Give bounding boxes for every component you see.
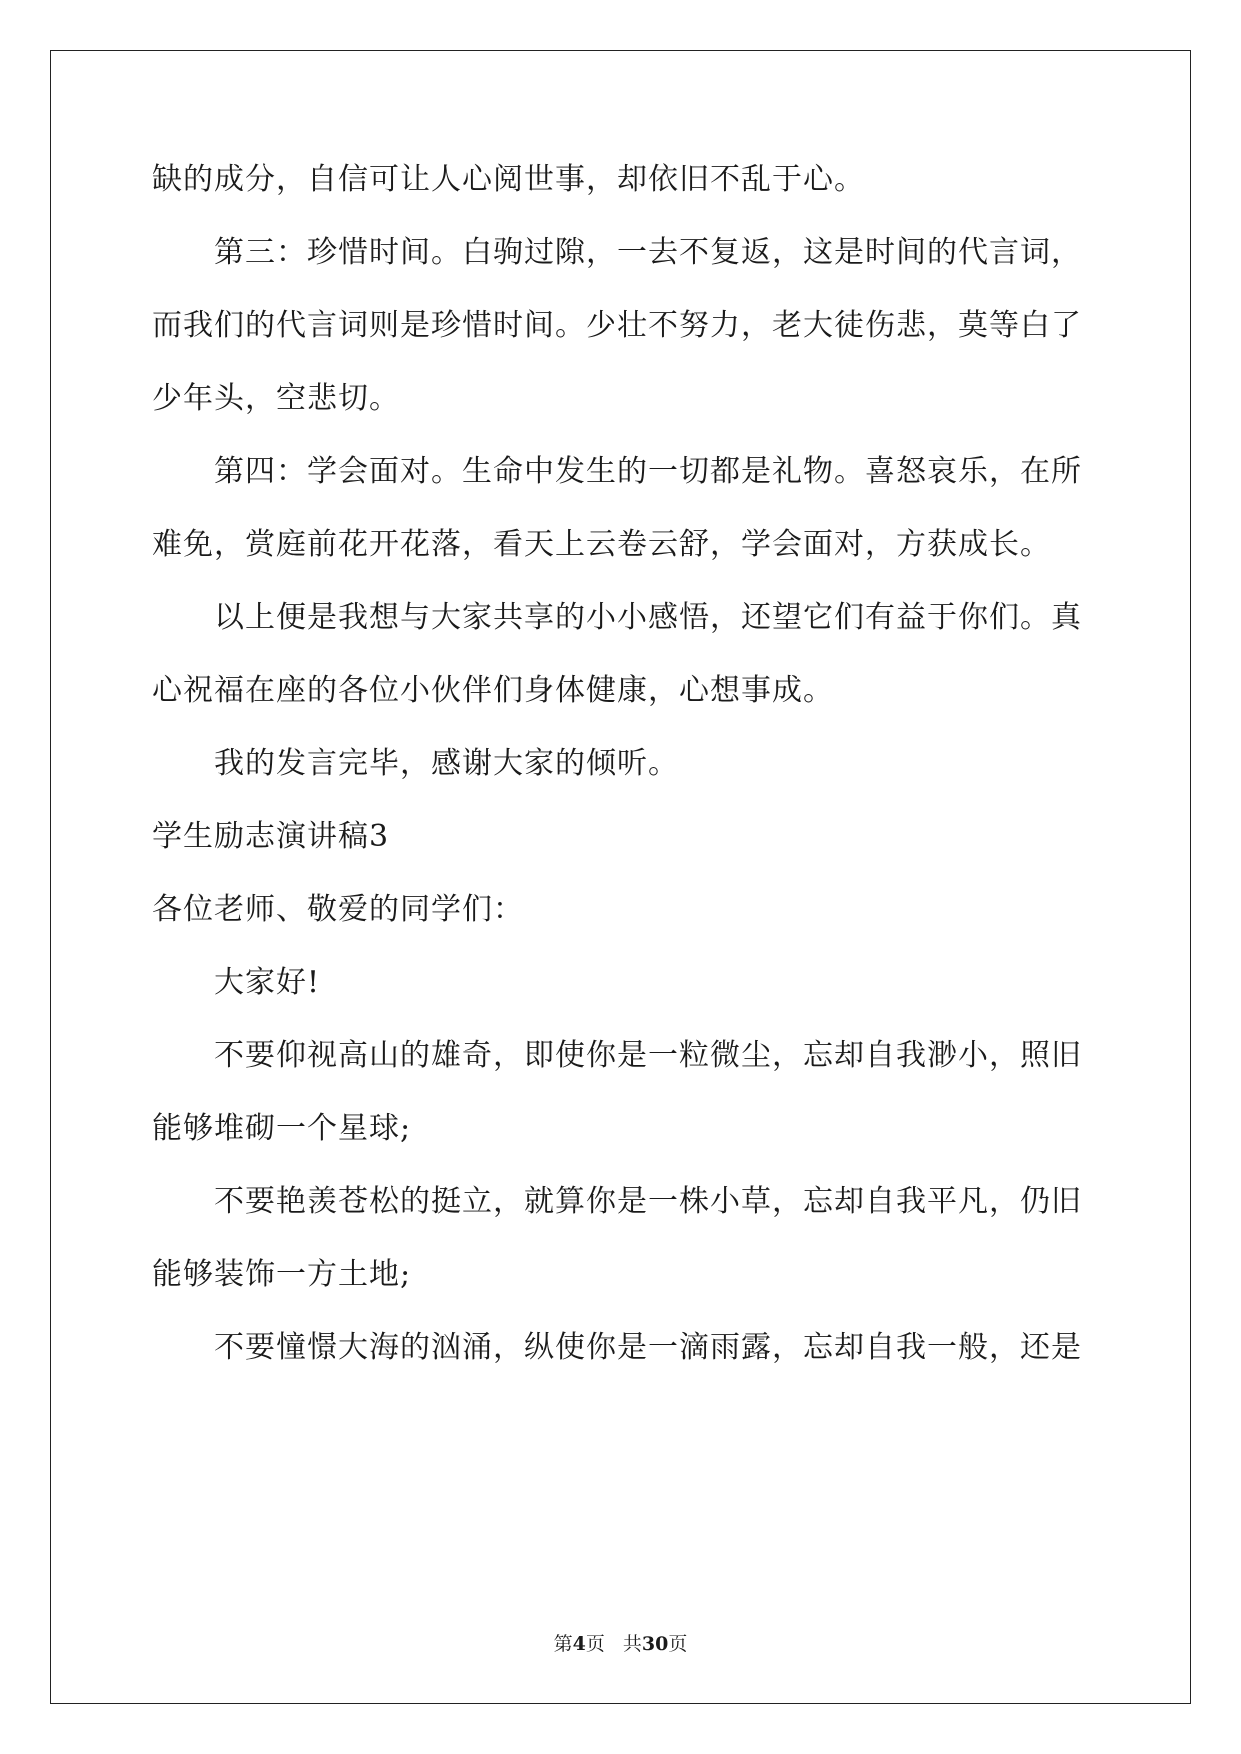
text-line-9: 我的发言完毕，感谢大家的倾听。 (214, 746, 679, 781)
text-line-13: 不要仰视高山的雄奇，即使你是一粒微尘，忘却自我渺小，照旧 (214, 1038, 1082, 1073)
text-line-3: 而我们的代言词则是珍惜时间。少壮不努力，老大徒伤悲，莫等白了 (152, 308, 1082, 343)
footer-page-number: 4 (572, 1633, 586, 1655)
text-line-14: 能够堆砌一个星球; (152, 1111, 412, 1146)
text-line-15: 不要艳羡苍松的挺立，就算你是一株小草，忘却自我平凡，仍旧 (214, 1184, 1082, 1219)
page-border (50, 50, 1191, 1704)
footer-page-suffix: 页 (585, 1633, 605, 1655)
text-line-5: 第四：学会面对。生命中发生的一切都是礼物。喜怒哀乐，在所 (214, 454, 1082, 489)
text-line-4: 少年头，空悲切。 (152, 381, 400, 416)
footer-total-prefix: 共 (622, 1633, 642, 1655)
salutation: 各位老师、敬爱的同学们： (152, 892, 524, 927)
text-line-7: 以上便是我想与大家共享的小小感悟，还望它们有益于你们。真 (214, 600, 1082, 635)
footer-total-pages: 30 (641, 1633, 669, 1655)
text-line-2: 第三：珍惜时间。白驹过隙，一去不复返，这是时间的代言词， (214, 235, 1082, 270)
greeting: 大家好! (214, 965, 321, 1000)
footer-page-prefix: 第 (553, 1633, 573, 1655)
text-line-6: 难免，赏庭前花开花落，看天上云卷云舒，学会面对，方获成长。 (152, 527, 1051, 562)
text-line-17: 不要憧憬大海的汹涌，纵使你是一滴雨露，忘却自我一般，还是 (214, 1330, 1082, 1365)
text-line-16: 能够装饰一方土地; (152, 1257, 412, 1292)
section-title: 学生励志演讲稿3 (152, 819, 390, 854)
text-line-1: 缺的成分，自信可让人心阅世事，却依旧不乱于心。 (152, 162, 865, 197)
text-line-8: 心祝福在座的各位小伙伴们身体健康，心想事成。 (152, 673, 834, 708)
footer-total-suffix: 页 (668, 1633, 688, 1655)
page-footer (0, 1632, 1241, 1656)
